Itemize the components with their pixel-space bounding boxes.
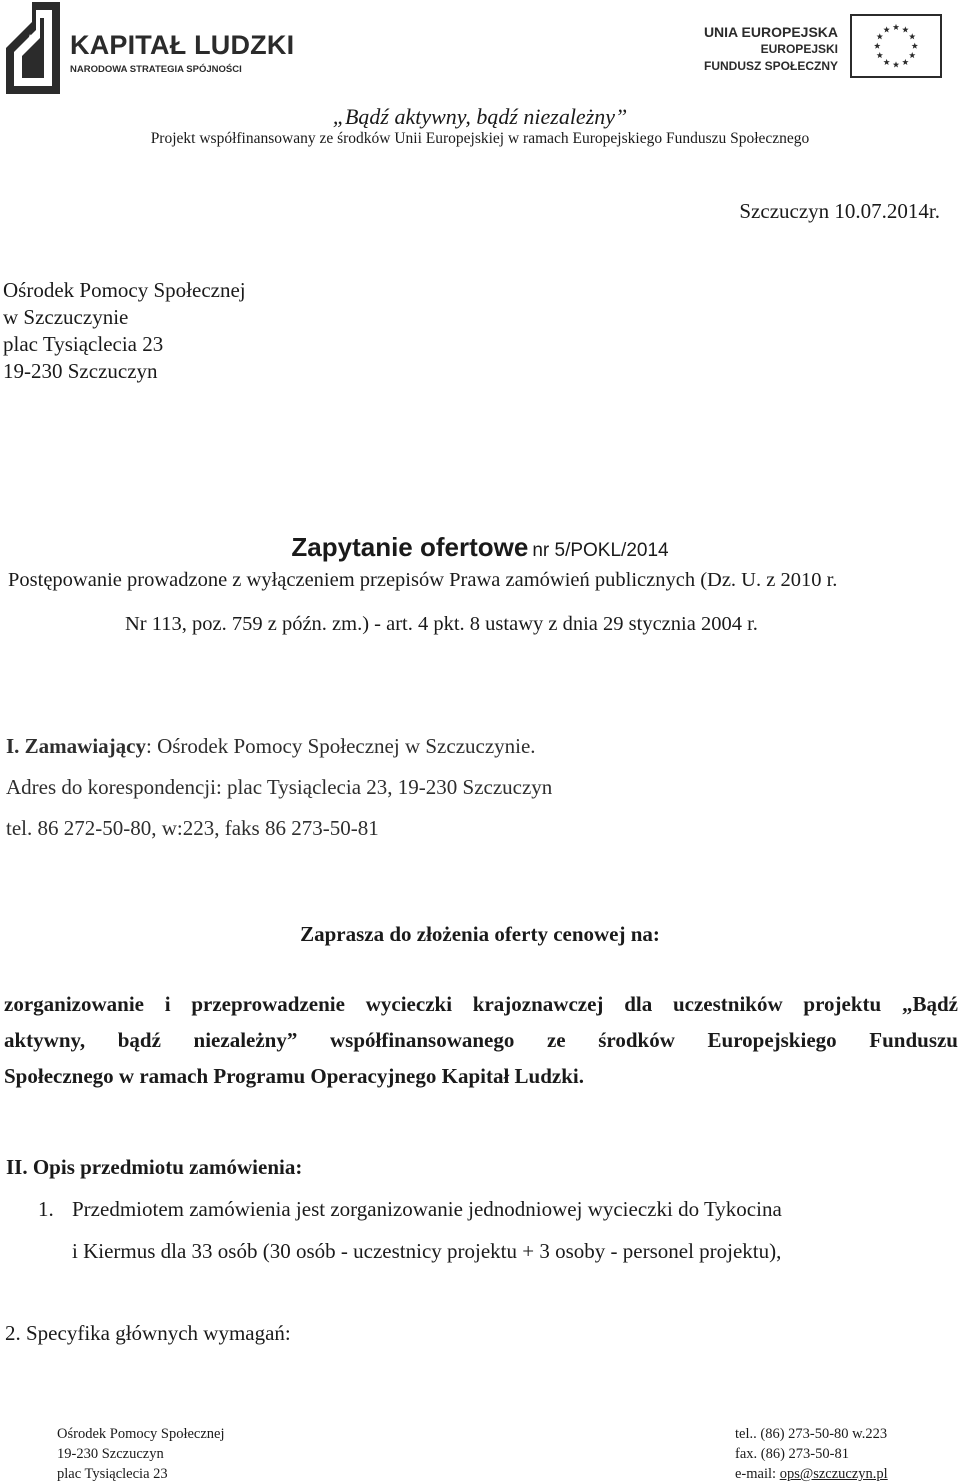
list-item-1-line-1: Przedmiotem zamówienia jest zorganizowanie jednodniowej wycieczki do Tykocina (72, 1197, 782, 1221)
address-line: plac Tysiąclecia 23 (3, 332, 164, 356)
eu-star (874, 43, 880, 49)
eu-star (893, 61, 899, 67)
address-line: w Szczuczynie (3, 305, 129, 329)
ordering-party-value: : Ośrodek Pomocy Społecznej w Szczuczynie. (146, 734, 536, 758)
eu-star (877, 52, 883, 58)
section-order-description-title: II. Opis przedmiotu zamówienia: (6, 1155, 303, 1179)
procedure-line-2: Nr 113, poz. 759 z późn. zm.) - art. 4 pkt. 8 ustawy z dnia 29 stycznia 2004 r. (125, 613, 758, 635)
subject-line-1: zorganizowanie i przeprowadzenie wycieczki krajoznawczej dla uczestników projektu „Bądź (4, 992, 958, 1016)
subject-line-2: aktywny, bądź niezależny” współfinansowanego ze środków Europejskiego Funduszu (4, 1028, 958, 1052)
footer-address (57, 1424, 225, 1484)
procedure-line-1: Postępowanie prowadzone z wyłączeniem przepisów Prawa zamówień publicznych (Dz. U. z 2010 r. (8, 569, 838, 591)
footer-email-line (735, 1464, 888, 1484)
kapital-ludzki-emblem-icon (6, 2, 60, 94)
eu-star (909, 33, 915, 39)
eu-logo (700, 14, 950, 80)
footer-phone: tel.. (86) 273-50-80 w.223 (735, 1426, 888, 1442)
title-main: Zapytanie ofertowe (291, 532, 529, 562)
kapital-ludzki-title: KAPITAŁ LUDZKI (70, 30, 295, 60)
eu-logo-line1: UNIA EUROPEJSKA (703, 24, 838, 40)
eu-star (877, 33, 883, 39)
title-number: nr 5/POKL/2014 (532, 540, 669, 561)
kapital-ludzki-logo (6, 2, 295, 94)
list-item-1-line-2: i Kiermus dla 33 osób (30 osób - uczestnicy projektu + 3 osoby - personel projektu), (72, 1239, 782, 1263)
eu-flag-icon (850, 14, 942, 78)
footer-address-line: Ośrodek Pomocy Społecznej (57, 1426, 225, 1442)
document-date: Szczuczyn 10.07.2014r. (739, 199, 940, 223)
contact-phone: tel. 86 272-50-80, w:223, faks 86 273-50-81 (6, 816, 379, 840)
footer-email-label: e-mail: (735, 1466, 780, 1482)
order-subject (4, 993, 958, 1088)
list-item-2: 2. Specyfika głównych wymagań: (5, 1321, 291, 1345)
project-cofinancing-line: Projekt współfinansowany ze środków Unii Europejskiej w ramach Europejskiego Funduszu Społecznego (150, 130, 810, 147)
eu-star (883, 26, 889, 32)
eu-logo-line3: FUNDUSZ SPOŁECZNY (703, 59, 838, 73)
section-ordering-party (6, 733, 552, 842)
footer-fax: fax. (86) 273-50-81 (735, 1446, 849, 1462)
address-line: 19-230 Szczuczyn (3, 359, 158, 383)
eu-star (883, 59, 889, 65)
project-motto: „Bądź aktywny, bądź niezależny” (332, 104, 628, 129)
eu-star (909, 52, 915, 58)
list-item-number: 1. (38, 1197, 54, 1221)
eu-star (902, 26, 908, 32)
eu-logo-text (704, 24, 838, 75)
subject-line-3: Społecznego w ramach Programu Operacyjnego Kapitał Ludzki. (4, 1064, 584, 1088)
ordering-party-line (6, 733, 552, 760)
footer-contact (735, 1424, 888, 1484)
eu-star (912, 43, 918, 49)
eu-star (902, 59, 908, 65)
invitation-heading: Zaprasza do złożenia oferty cenowej na: (300, 922, 660, 946)
correspondence-address: Adres do korespondencji: plac Tysiąclecia 23, 19-230 Szczuczyn (6, 775, 553, 799)
address-line: Ośrodek Pomocy Społecznej (3, 278, 246, 302)
ordering-party-label: I. Zamawiający (6, 734, 146, 758)
kapital-ludzki-subtitle: NARODOWA STRATEGIA SPÓJNOŚCI (70, 64, 242, 75)
footer-address-line: plac Tysiąclecia 23 (57, 1466, 168, 1482)
document-title (0, 532, 960, 563)
recipient-address (3, 277, 246, 385)
footer-email-link[interactable]: ops@szczuczyn.pl (779, 1466, 888, 1482)
eu-star (893, 24, 899, 30)
footer-address-line: 19-230 Szczuczyn (57, 1446, 164, 1462)
eu-logo-line2: EUROPEJSKI (760, 42, 838, 56)
